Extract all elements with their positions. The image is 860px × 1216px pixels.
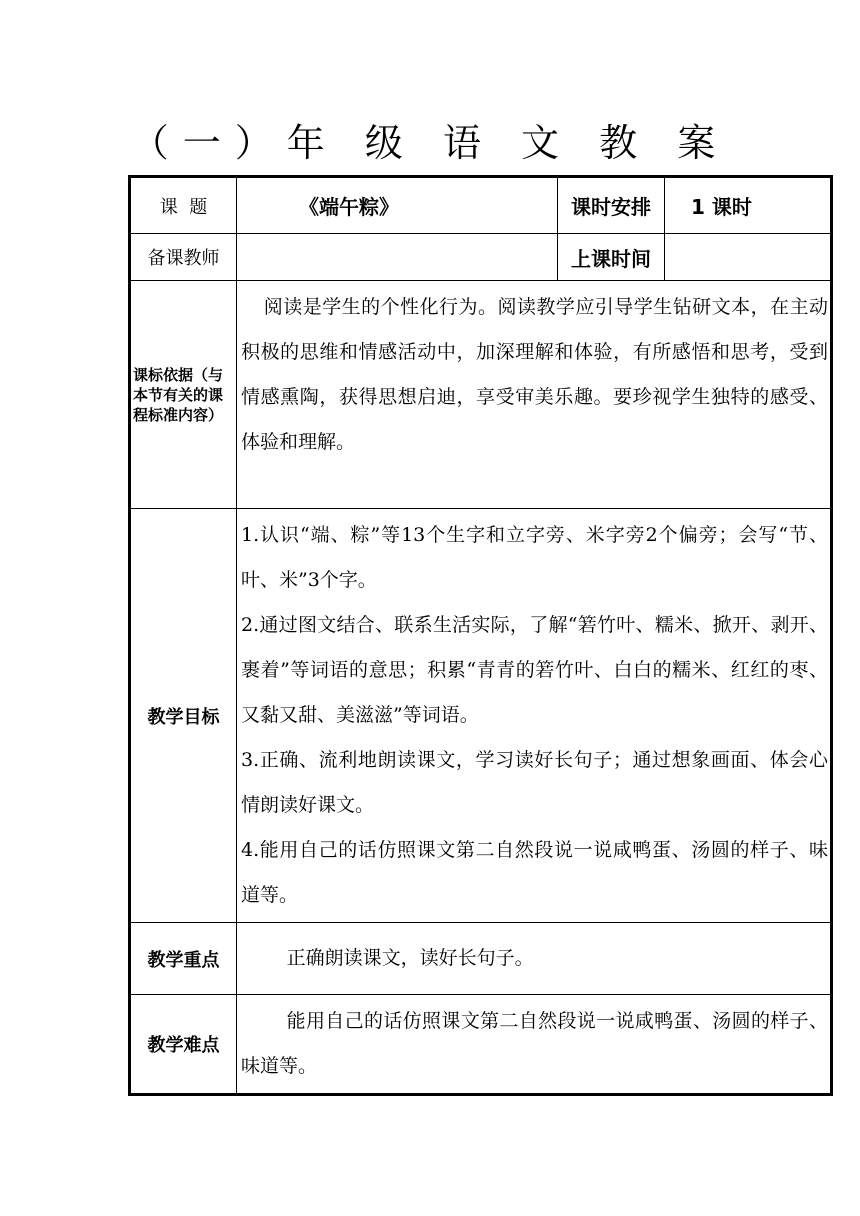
key-points-row bbox=[130, 923, 832, 995]
key-points-cell bbox=[237, 923, 832, 995]
topic-row bbox=[130, 177, 832, 234]
objective-item: 2.通过图文结合、联系生活实际，了解“箬竹叶、糯米、掀开、剥开、裹着”等词语的意思；积累“青青的箬竹叶、白白的糯米、红红的枣、又黏又甜、美滋滋”等词语。 bbox=[241, 614, 828, 726]
key-points-label: 教学重点 bbox=[130, 923, 237, 995]
key-points-text: 正确朗读课文，读好长句子。 bbox=[286, 947, 534, 969]
class-time-value bbox=[665, 234, 832, 281]
objectives-row bbox=[130, 509, 832, 923]
teacher-row bbox=[130, 234, 832, 281]
difficulties-row bbox=[130, 995, 832, 1095]
difficulties-text: 能用自己的话仿照课文第二自然段说一说咸鸭蛋、汤圆的样子、味道等。 bbox=[241, 1010, 828, 1077]
standards-row bbox=[130, 281, 832, 509]
page-title: （一）年 级 语 文 教 案 bbox=[130, 121, 730, 165]
teacher-label: 备课教师 bbox=[130, 234, 237, 281]
objectives-label: 教学目标 bbox=[130, 509, 237, 923]
topic-value: 《端午粽》 bbox=[237, 177, 558, 234]
objective-item: 3.正确、流利地朗读课文，学习读好长句子；通过想象画面、体会心情朗读好课文。 bbox=[241, 749, 828, 816]
objectives-list bbox=[237, 509, 832, 923]
difficulties-cell bbox=[237, 995, 832, 1095]
standards-paragraph: 阅读是学生的个性化行为。阅读教学应引导学生钻研文本，在主动积极的思维和情感活动中，加深理解和体验，有所感悟和思考，受到情感熏陶，获得思想启迪，享受审美乐趣。要珍视学生独特的感受、体验和理解。 bbox=[241, 296, 828, 453]
topic-label: 课 题 bbox=[130, 177, 237, 234]
schedule-label: 课时安排 bbox=[558, 177, 665, 234]
lesson-plan-table bbox=[128, 175, 833, 1096]
teacher-value bbox=[237, 234, 558, 281]
standards-label: 课标依据（与本节有关的课程标准内容） bbox=[130, 281, 237, 509]
difficulties-label: 教学难点 bbox=[130, 995, 237, 1095]
class-time-label: 上课时间 bbox=[558, 234, 665, 281]
objective-item: 4.能用自己的话仿照课文第二自然段说一说咸鸭蛋、汤圆的样子、味道等。 bbox=[241, 839, 828, 906]
schedule-value: 1 课时 bbox=[665, 177, 832, 234]
objective-item: 1.认识“端、粽”等13个生字和立字旁、米字旁2个偏旁；会写“节、叶、米”3个字。 bbox=[241, 524, 828, 591]
standards-text bbox=[237, 281, 832, 509]
